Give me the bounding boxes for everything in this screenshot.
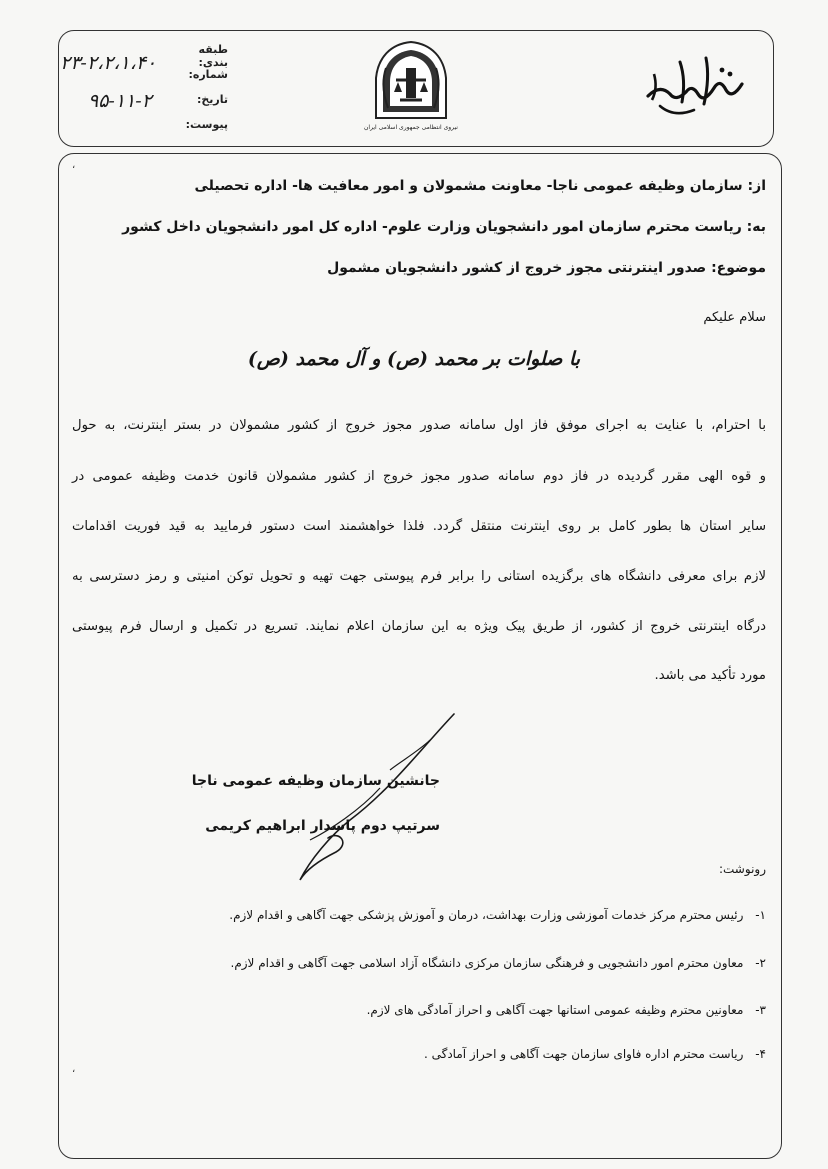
- cc-item: [367, 1003, 766, 1017]
- subject-line: موضوع: صدور اینترنتی مجوز خروج از کشور دانشجویان مشمول: [327, 260, 766, 276]
- cc-item-text: معاونین محترم وظیفه عمومی استانها جهت آگاهی و احراز آمادگی های لازم.: [366, 1003, 744, 1017]
- signature-title: جانشین سازمان وظیفه عمومی ناجا: [191, 773, 440, 789]
- cc-item-text: ریاست محترم اداره فاوای سازمان جهت آگاهی و احراز آمادگی .: [423, 1047, 744, 1061]
- cc-item-text: رئیس محترم مرکز خدمات آموزشی وزارت بهداشت، درمان و آموزش پزشکی جهت آگاهی و اقدام لازم.: [229, 908, 744, 922]
- body-line: با احترام، با عنایت به اجرای موفق فاز اول سامانه صدور مجوز خروج از کشور مشمولان در بستر اینترنت، به حول: [72, 418, 766, 433]
- emblem-caption: نیروی انتظامی جمهوری اسلامی ایران: [364, 124, 458, 131]
- cc-item-number: ۳-: [755, 1003, 766, 1017]
- cc-title: رونوشت:: [718, 862, 766, 876]
- cc-item-number: ۲-: [755, 956, 766, 970]
- attachment-label: پیوست:: [185, 118, 228, 131]
- signature-name: سرتیپ دوم پاسدار ابراهیم کریمی: [205, 818, 440, 834]
- to-line: به: ریاست محترم سازمان امور دانشجویان وزارت علوم- اداره کل امور دانشجویان داخل کشور: [122, 219, 766, 235]
- cc-item: [424, 1047, 766, 1061]
- cc-item-number: ۴-: [755, 1047, 766, 1061]
- salawat-line: با صلوات بر محمد (ص) و آل محمد (ص): [247, 348, 581, 370]
- number-label: شماره:: [188, 68, 228, 81]
- body-line: درگاه اینترنتی خروج از کشور، از طریق پیک ویژه به این سازمان اعلام نمایند. تسریع در تکمیل و ارسال فرم پیوستی: [72, 619, 766, 634]
- letter-date-handwritten: ۹۵-۱۱-۲: [88, 90, 152, 112]
- body-line: مورد تأکید می باشد.: [654, 668, 766, 683]
- body-line: لازم برای معرفی دانشگاه های برگزیده استانی را برابر فرم پیوستی جهت تهیه و تحویل توکن امنیتی و رمز دسترسی به: [72, 569, 766, 584]
- frame-tick: ،: [72, 160, 76, 171]
- from-line: از: سازمان وظیفه عمومی ناجا- معاونت مشمولان و امور معافیت ها- اداره تحصیلی: [194, 178, 766, 194]
- frame-tick: ،: [72, 1064, 76, 1075]
- greeting: سلام علیکم: [703, 310, 766, 325]
- basmala-calligraphy: [640, 44, 750, 124]
- letter-number-handwritten: ۲۳-۲،۲،۱،۴۰: [60, 52, 157, 74]
- body-line: و قوه الهی مقرر گردیده در فاز دوم سامانه صدور مجوز خروج از کشور مشمولان قانون خدمت وظیفه عمومی در: [72, 469, 766, 484]
- body-line: سایر استان ها بطور کامل بر روی اینترنت منتقل گردد. فلذا خواهشمند است دستور فرمایید به قید فوریت اقدامات: [72, 519, 766, 534]
- cc-item: [231, 956, 767, 970]
- cc-item: [229, 908, 766, 922]
- cc-item-text: معاون محترم امور دانشجویی و فرهنگی سازمان مرکزی دانشگاه آزاد اسلامی جهت آگاهی و اقدام لازم.: [230, 956, 744, 970]
- handwritten-signature: [270, 710, 470, 890]
- cc-item-number: ۱-: [755, 908, 766, 922]
- date-label: تاریخ:: [196, 93, 228, 106]
- classification-label: طبقه بندی:: [198, 43, 228, 69]
